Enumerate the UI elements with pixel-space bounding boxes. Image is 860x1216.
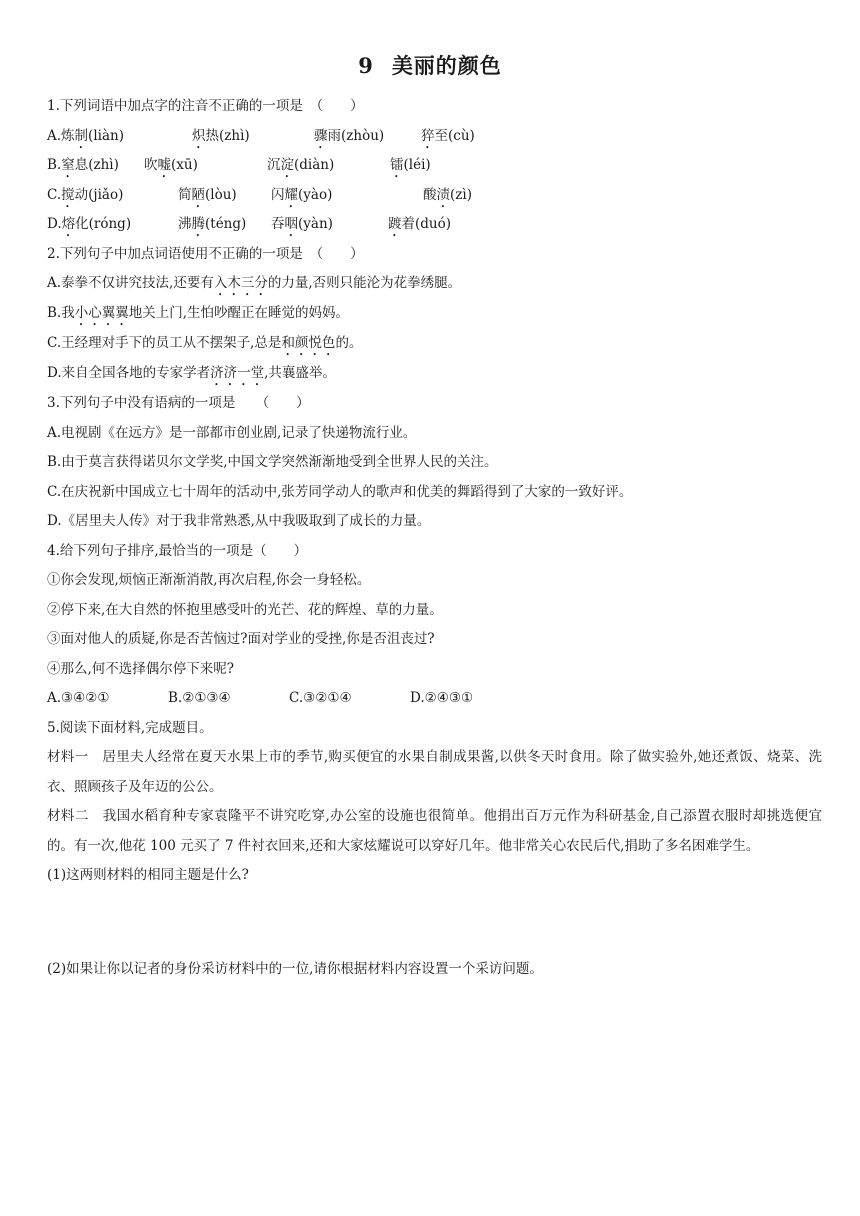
q1-word-item <box>192 122 250 152</box>
q3-option-c: C.在庆祝新中国成立七十周年的活动中,张芳同学动人的歌声和优美的舞蹈得到了大家的一致好评。 <box>47 483 633 500</box>
q4-option-c: C.③②①④ <box>289 690 352 706</box>
q1-word-item <box>271 181 332 211</box>
q4-option-b: B.②①③④ <box>168 690 231 706</box>
q1-word-item <box>47 151 119 181</box>
q4-stem: 4.给下列句子排序,最恰当的一项是（ ） <box>47 542 308 559</box>
dotted-char: 镭 <box>390 157 404 173</box>
dotted-phrase: 济济一堂 <box>210 365 265 381</box>
pinyin: (jiǎo) <box>88 186 124 203</box>
q2-option-c <box>47 329 822 359</box>
q3-option-d: D.《居里夫人传》对于我非常熟悉,从中我吸取到了成长的力量。 <box>47 513 431 529</box>
option-text: B.我 <box>47 305 75 321</box>
option-text: D.来自全国各地的专家学者 <box>47 365 211 381</box>
q1-word-item <box>144 151 198 181</box>
dotted-char: 渍 <box>436 186 450 203</box>
dotted-char: 炽 <box>192 127 206 144</box>
q3-option-a: A.电视剧《在远方》是一部都市创业剧,记录了快递物流行业。 <box>47 424 417 441</box>
word-part: 炼 <box>61 127 75 144</box>
q4-option-d: D.②④③① <box>410 690 474 706</box>
word-part: 沉 <box>267 157 281 173</box>
pinyin: (yào) <box>298 186 333 203</box>
word-part: 化 <box>75 216 89 232</box>
dotted-char: 嘘 <box>157 157 171 173</box>
pinyin: (duó) <box>415 216 451 232</box>
q1-option-c <box>47 181 822 211</box>
q1-word-item <box>178 210 246 240</box>
option-text: 的力量,否则只能沦为花拳绣腿。 <box>267 275 462 291</box>
word-part: 沸 <box>178 216 192 232</box>
page-title <box>0 50 860 80</box>
option-text: 地关上门,生怕吵醒正在睡觉的妈妈。 <box>128 305 350 321</box>
pinyin: (lòu) <box>205 186 237 203</box>
word-part: D. <box>47 216 62 232</box>
word-part: 酸 <box>423 186 437 203</box>
pinyin: (róng) <box>88 216 132 232</box>
pinyin: (yàn) <box>298 216 333 232</box>
dotted-char: 搅 <box>61 186 75 203</box>
q4-options <box>47 684 822 714</box>
q2-option-a <box>47 269 822 299</box>
word-part: C. <box>47 186 62 203</box>
pinyin: (zì) <box>450 186 472 203</box>
option-text: ,共襄盛举。 <box>264 365 336 381</box>
pinyin: (zhì) <box>88 157 119 173</box>
q2-option-b <box>47 299 822 329</box>
option-text: A.泰拳不仅讲究技法,还要有 <box>47 275 214 291</box>
dotted-char: 猝 <box>421 127 435 144</box>
q5-subquestion-1: (1)这两则材料的相同主题是什么? <box>47 867 249 883</box>
dotted-char: 窒 <box>61 157 75 173</box>
pinyin: (zhòu) <box>341 127 385 144</box>
q1-word-item <box>47 122 124 152</box>
q1-word-item <box>47 210 131 240</box>
pinyin: (cù) <box>448 127 475 144</box>
answer-space-1 <box>47 891 822 955</box>
dotted-phrase: 小心翼翼 <box>74 305 129 321</box>
q1-word-item <box>271 210 333 240</box>
q5-material-1: 材料一 居里夫人经常在夏天水果上市的季节,购买便宜的水果自制成果酱,以供冬天时食用。除了做实验外,她还煮饭、烧菜、洗衣、照顾孩子及年迈的公公。 <box>47 749 822 795</box>
pinyin: (xū) <box>171 157 198 173</box>
q4-sentence-3: ③面对他人的质疑,你是否苦恼过?面对学业的受挫,你是否沮丧过? <box>47 631 435 647</box>
q1-word-item <box>47 181 123 211</box>
word-part: 息 <box>74 157 89 173</box>
pinyin: (zhì) <box>219 127 250 144</box>
q1-word-item <box>421 122 475 152</box>
q4-sentence-2: ②停下来,在大自然的怀抱里感受叶的光芒、花的辉煌、草的力量。 <box>47 601 443 618</box>
dotted-phrase: 和颜悦色 <box>281 335 336 351</box>
word-part: 雨 <box>327 127 341 144</box>
q5-material-2: 材料二 我国水稻育种专家袁隆平不讲究吃穿,办公室的设施也很简单。他捐出百万元作为科研基金,自己添置衣服时却挑选便宜的。有一次,他花 100 元买了 7 件衬衣回来,还和大家炫耀说可以穿好几年。他非常关心农民后代,捐助了多名困难学生。 <box>47 808 822 854</box>
q4-option-a: A.③④②① <box>47 690 110 706</box>
word-part: 着 <box>401 216 415 232</box>
word-part: A. <box>47 127 62 144</box>
pinyin: (téng) <box>205 216 247 232</box>
questions <box>47 92 822 984</box>
q1-options <box>47 122 822 240</box>
word-part: 热 <box>205 127 219 144</box>
pinyin: (diàn) <box>294 157 335 173</box>
lesson-title: 美丽的颜色 <box>391 53 502 78</box>
q2-options <box>47 269 822 389</box>
option-text: 的。 <box>335 335 363 351</box>
word-part: 至 <box>434 127 448 144</box>
q5-stem: 5.阅读下面材料,完成题目。 <box>47 719 213 736</box>
q1-option-d <box>47 210 822 240</box>
q1-word-item <box>178 181 237 211</box>
word-part: 吞 <box>271 216 285 232</box>
dotted-char: 腾 <box>191 216 205 232</box>
q1-word-item <box>388 210 451 240</box>
q3-stem: 3.下列句子中没有语病的一项是 （ ） <box>47 395 310 411</box>
q4-sentence-4: ④那么,何不选择偶尔停下来呢? <box>47 660 235 677</box>
word-part: 闪 <box>271 186 285 203</box>
dotted-char: 踱 <box>388 216 402 232</box>
word-part: 动 <box>74 186 89 203</box>
q3-option-b: B.由于莫言获得诺贝尔文学奖,中国文学突然渐渐地受到全世界人民的关注。 <box>47 454 498 470</box>
dotted-char: 耀 <box>284 186 298 203</box>
q1-option-a <box>47 122 822 152</box>
q4-sentence-1: ①你会发现,烦恼正渐渐消散,再次启程,你会一身轻松。 <box>47 572 371 588</box>
option-text: C.王经理对手下的员工从不摆架子,总是 <box>47 335 282 351</box>
q2-option-d <box>47 359 822 389</box>
dotted-char: 熔 <box>61 216 76 232</box>
q1-word-item <box>423 181 472 211</box>
dotted-char: 咽 <box>284 216 298 232</box>
q1-word-item <box>267 151 334 181</box>
q1-word-item <box>390 151 431 181</box>
pinyin: (léi) <box>403 157 431 173</box>
dotted-char: 制 <box>74 127 89 144</box>
q1-stem: 1.下列词语中加点字的注音不正确的一项是 （ ） <box>47 98 364 114</box>
q5-subquestion-2: (2)如果让你以记者的身份采访材料中的一位,请你根据材料内容设置一个采访问题。 <box>47 960 543 977</box>
q1-option-b <box>47 151 822 181</box>
word-part: 简 <box>178 186 192 203</box>
word-part: B. <box>47 157 62 173</box>
q1-word-item <box>314 122 384 152</box>
dotted-char: 淀 <box>280 157 294 173</box>
dotted-char: 陋 <box>191 186 205 203</box>
dotted-phrase: 入木三分 <box>213 275 268 291</box>
pinyin: (liàn) <box>88 127 124 144</box>
dotted-char: 骤 <box>314 127 328 144</box>
q2-stem: 2.下列句子中加点词语使用不正确的一项是 （ ） <box>47 245 364 262</box>
word-part: 吹 <box>144 157 158 173</box>
lesson-number: 9 <box>358 53 374 78</box>
